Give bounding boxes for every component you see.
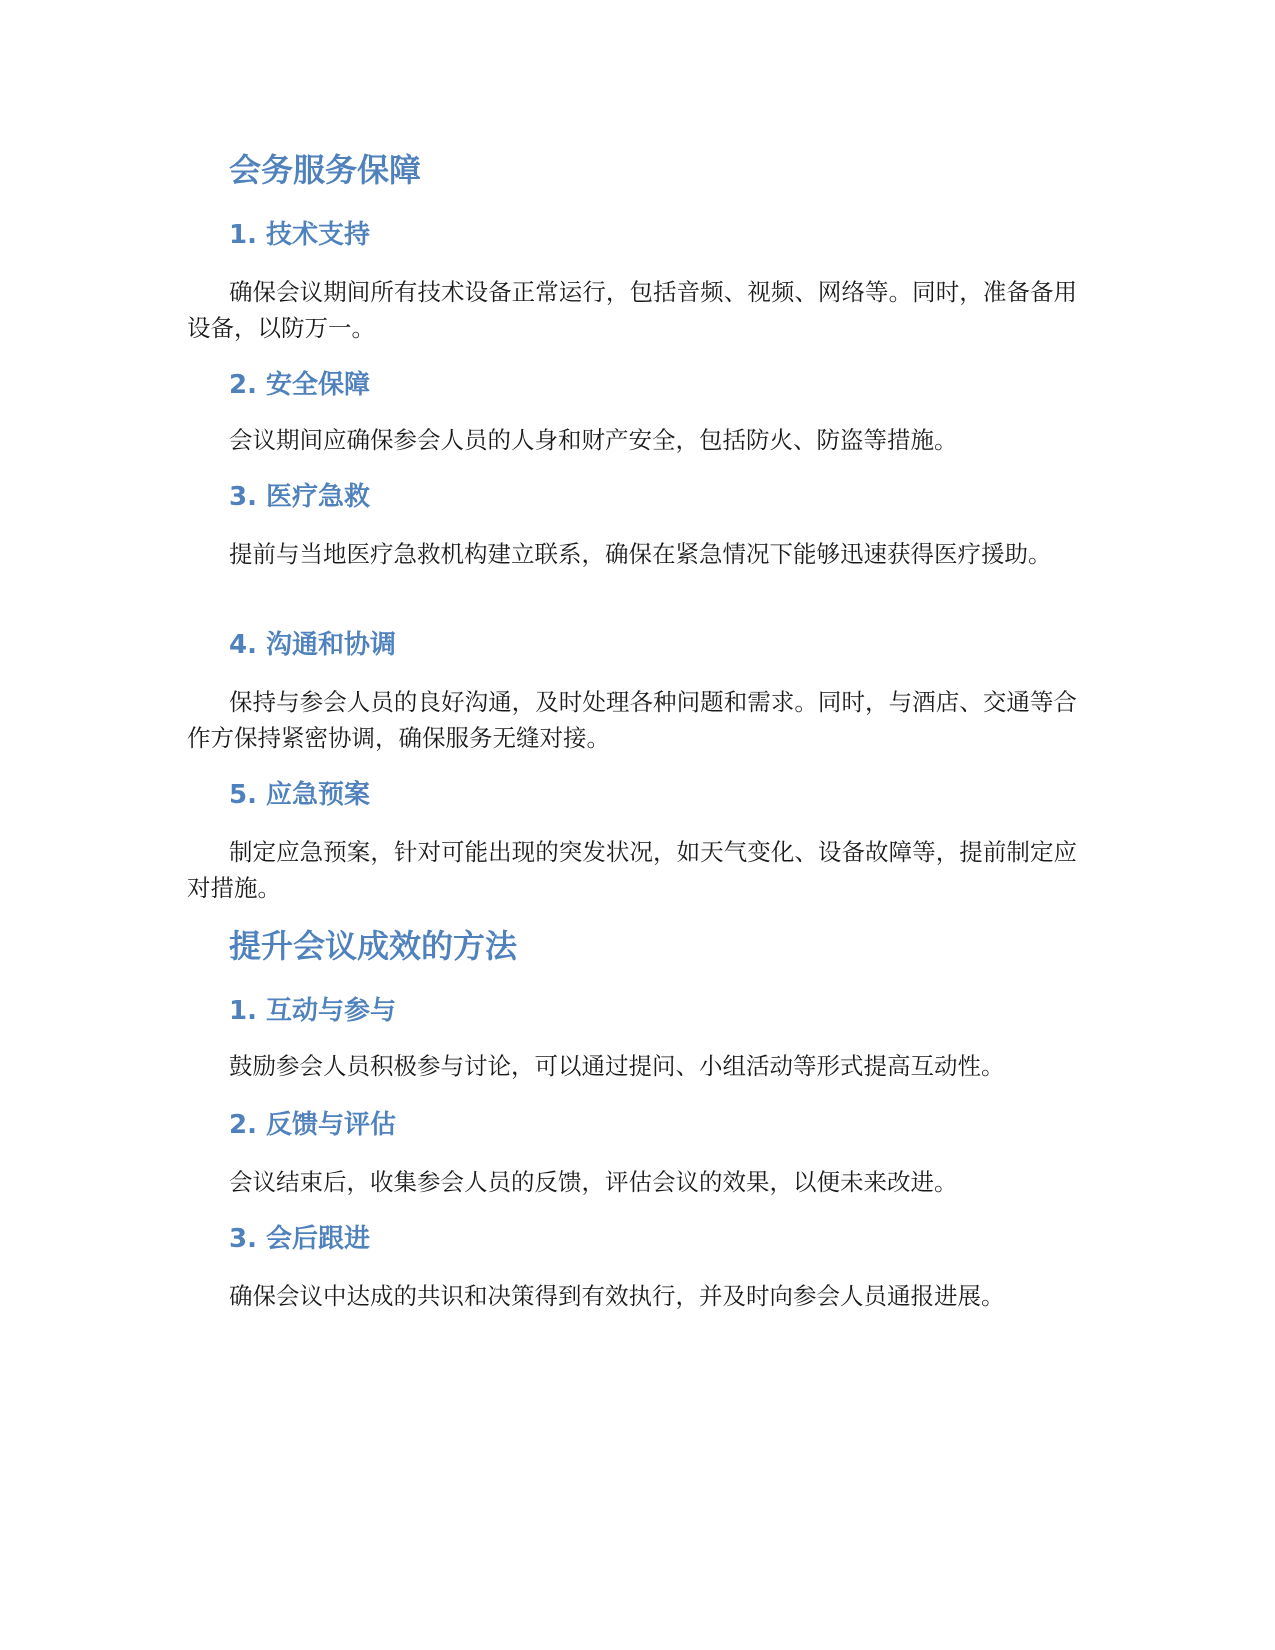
section-title: 提升会议成效的方法: [229, 927, 518, 965]
item-heading: 4. 沟通和协调: [229, 630, 397, 660]
item-text: 鼓励参会人员积极参与讨论，可以通过提问、小组活动等形式提高互动性。: [229, 1052, 1005, 1080]
item-heading: 3. 会后跟进: [229, 1224, 371, 1254]
item-heading: 2. 反馈与评估: [229, 1110, 397, 1140]
item-heading: 1. 技术支持: [229, 220, 371, 250]
item-text: 提前与当地医疗急救机构建立联系，确保在紧急情况下能够迅速获得医疗援助。: [229, 540, 1052, 568]
section-title: 会务服务保障: [229, 151, 422, 189]
item-text: 制定应急预案，针对可能出现的突发状况，如天气变化、设备故障等，提前制定应对措施。: [187, 838, 1077, 902]
item-text: 确保会议中达成的共识和决策得到有效执行，并及时向参会人员通报进展。: [229, 1282, 1005, 1310]
item-heading: 5. 应急预案: [229, 780, 371, 810]
item-text: 会议结束后，收集参会人员的反馈，评估会议的效果，以便未来改进。: [229, 1168, 958, 1196]
item-text: 保持与参会人员的良好沟通，及时处理各种问题和需求。同时，与酒店、交通等合作方保持紧密协调，确保服务无缝对接。: [187, 688, 1077, 752]
item-heading: 2. 安全保障: [229, 370, 371, 400]
item-heading: 1. 互动与参与: [229, 996, 397, 1026]
item-heading: 3. 医疗急救: [229, 482, 371, 512]
item-text: 确保会议期间所有技术设备正常运行，包括音频、视频、网络等。同时，准备备用设备，以防万一。: [187, 278, 1077, 342]
item-text: 会议期间应确保参会人员的人身和财产安全，包括防火、防盗等措施。: [229, 426, 958, 454]
